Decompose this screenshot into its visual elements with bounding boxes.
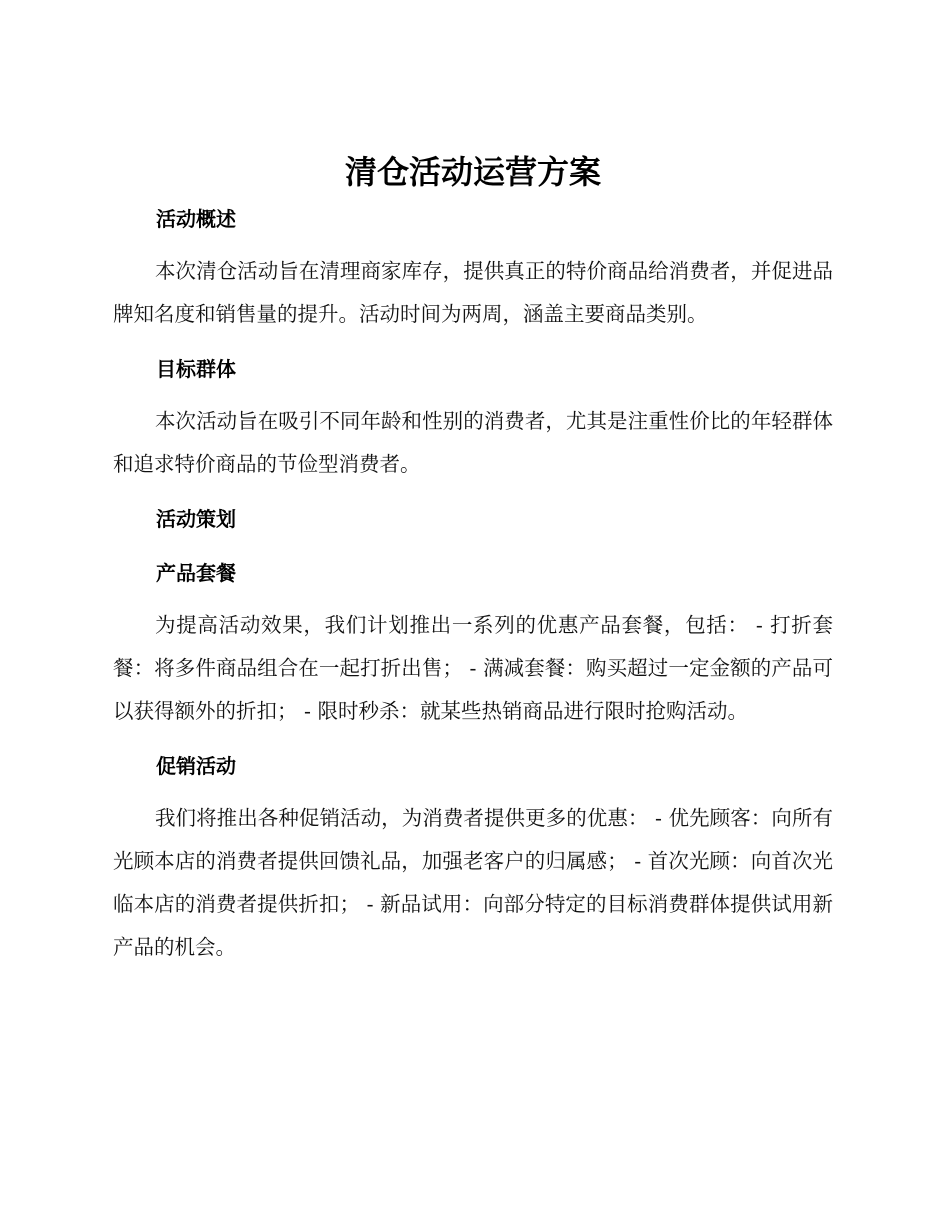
section-heading-target-audience: 目标群体 [156, 357, 236, 381]
section-heading-promotions: 促销活动 [156, 754, 236, 778]
document-title: 清仓活动运营方案 [344, 153, 601, 191]
document-content [113, 148, 833, 981]
section-body-promotions: 我们将推出各种促销活动，为消费者提供更多的优惠： - 优先顾客：向所有光顾本店的消费者提供回馈礼品，加强老客户的归属感； - 首次光顾：向首次光临本店的消费者提供折扣； - 新品试用：向部分特定的目标消费群体提供试用新产品的机会。 [113, 806, 833, 959]
section-body-product-bundles: 为提高活动效果，我们计划推出一系列的优惠产品套餐，包括： - 打折套餐：将多件商品组合在一起打折出售； - 满减套餐：购买超过一定金额的产品可以获得额外的折扣； - 限时秒杀：就某些热销商品进行限时抢购活动。 [113, 613, 833, 723]
section-heading-overview: 活动概述 [156, 207, 236, 231]
section-body-overview: 本次清仓活动旨在清理商家库存，提供真正的特价商品给消费者，并促进品牌知名度和销售量的提升。活动时间为两周，涵盖主要商品类别。 [113, 259, 833, 326]
section-heading-activity-planning: 活动策划 [156, 507, 236, 531]
section-heading-product-bundles: 产品套餐 [156, 561, 236, 585]
section-body-target-audience: 本次活动旨在吸引不同年龄和性别的消费者，尤其是注重性价比的年轻群体和追求特价商品的节俭型消费者。 [113, 409, 833, 476]
